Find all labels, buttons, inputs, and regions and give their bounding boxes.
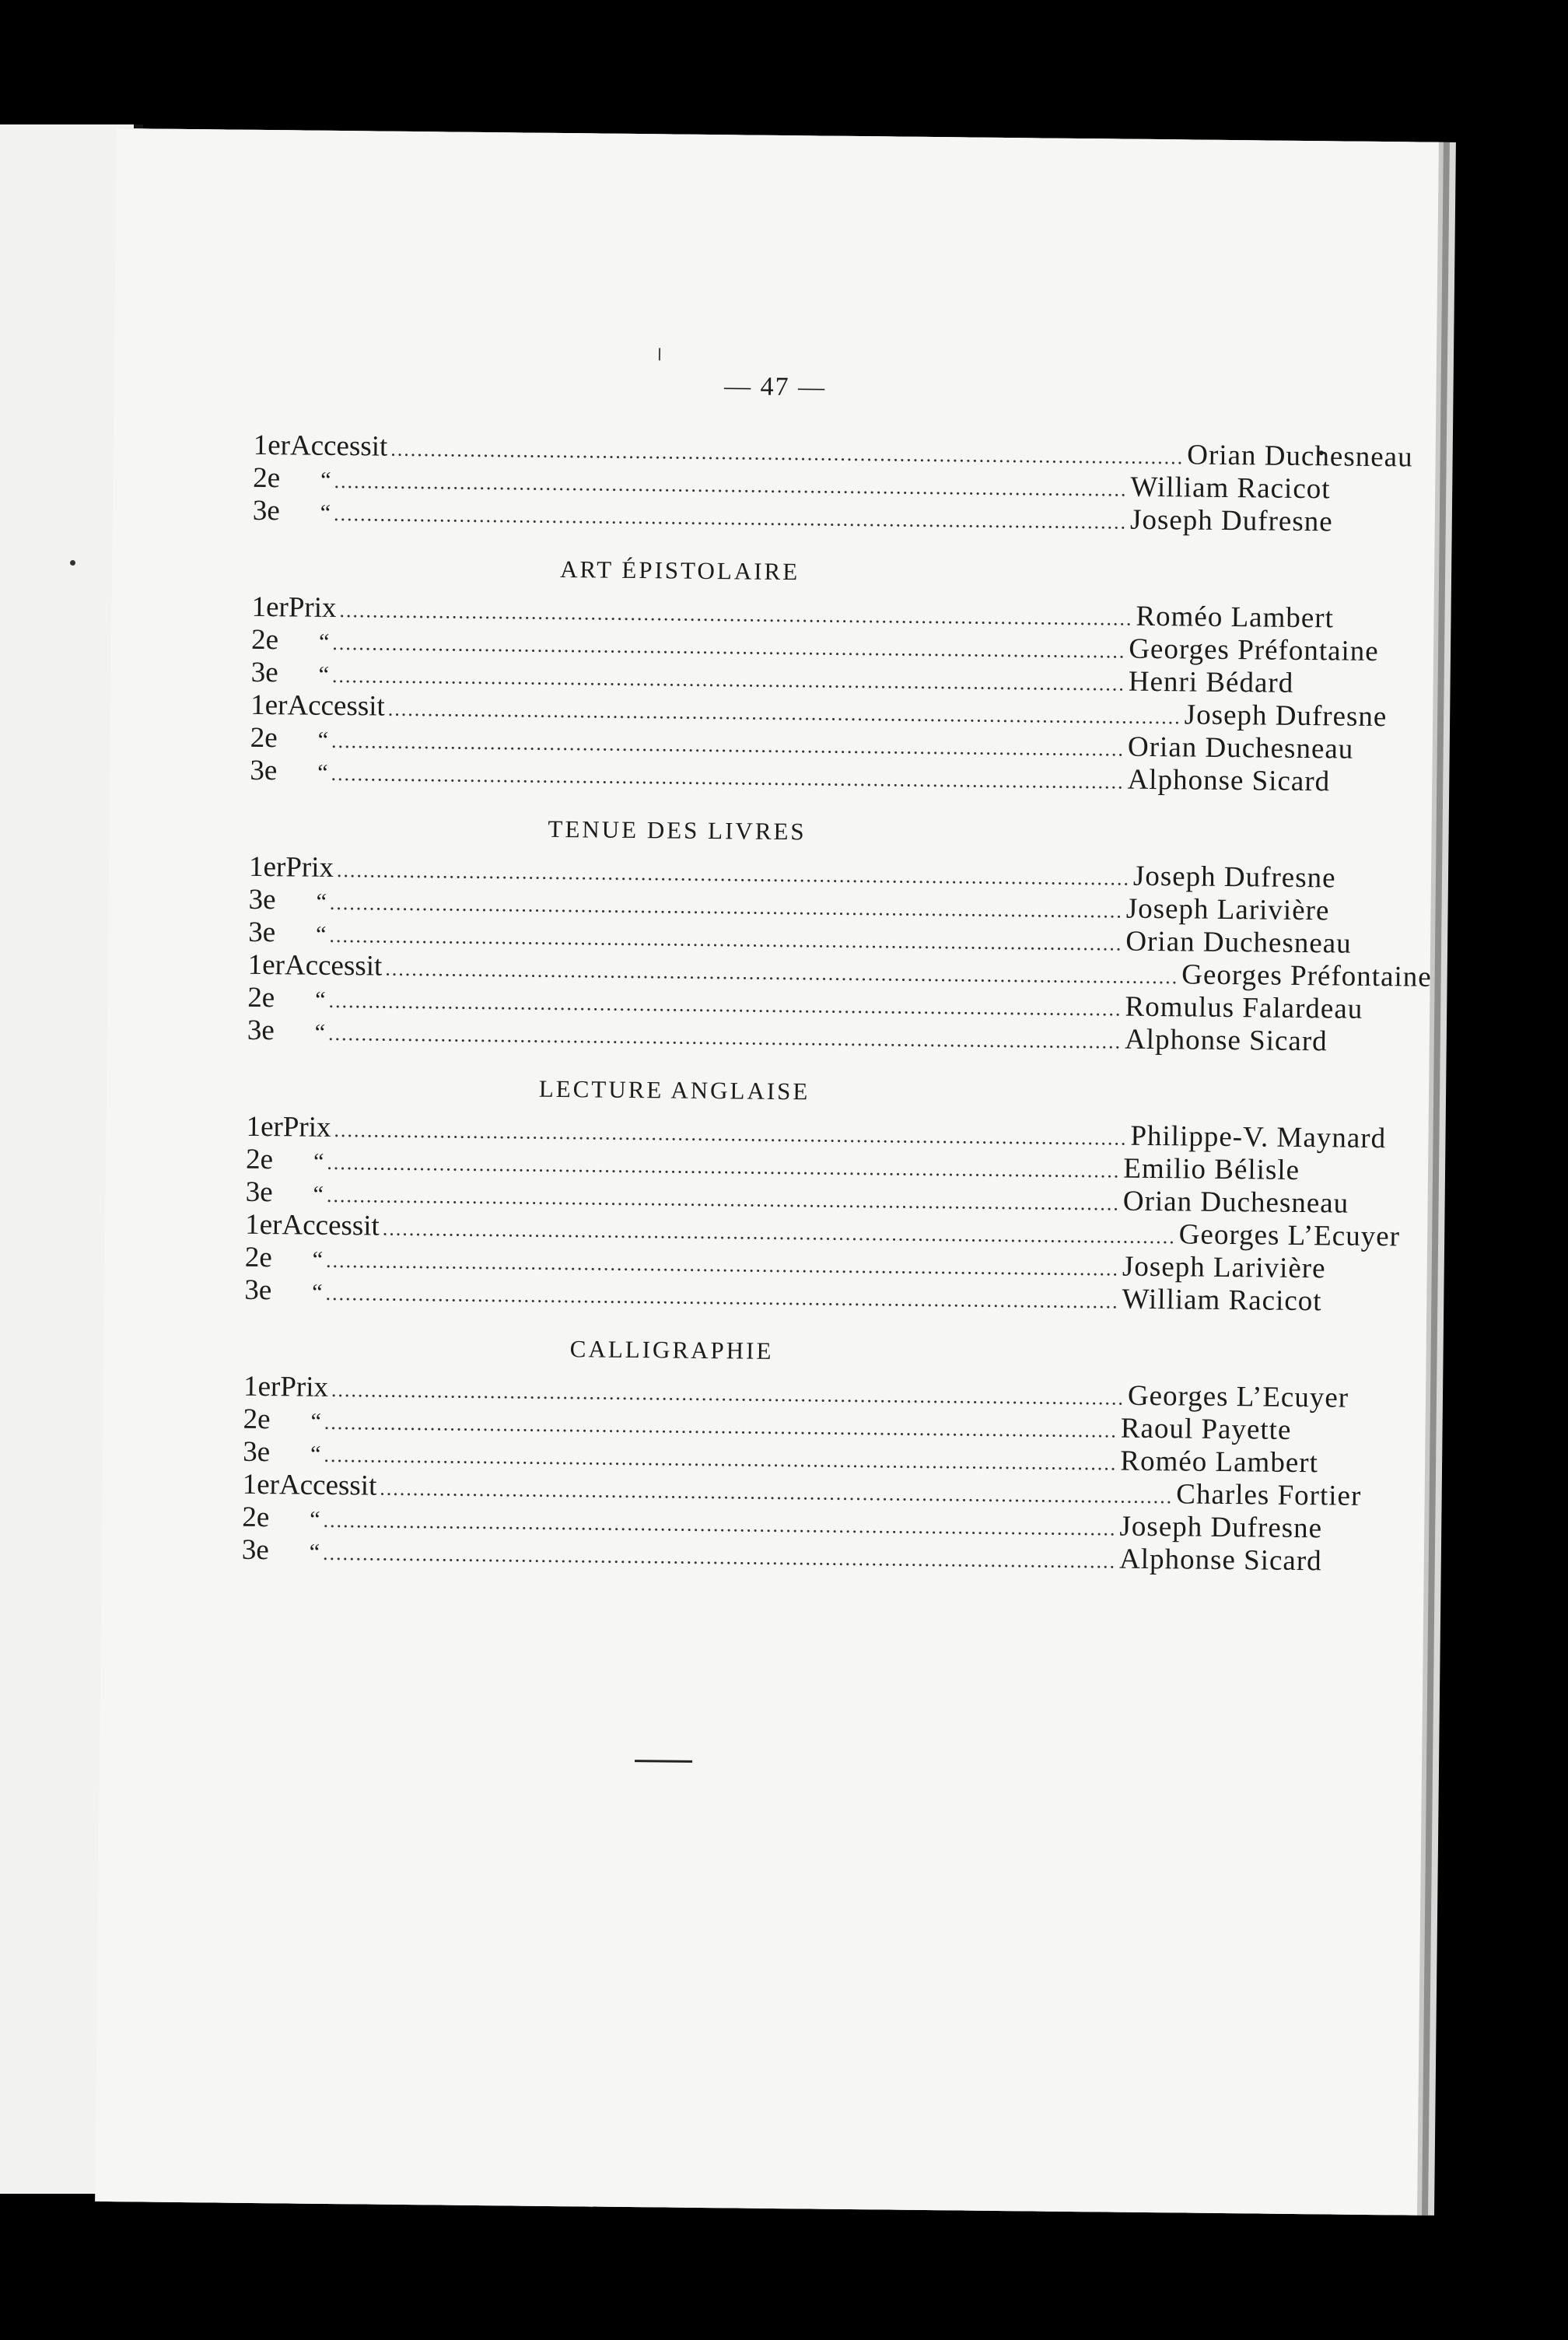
recipient-name: Georges L’Ecuyer [1178,1218,1401,1253]
recipient-name: Joseph Dufresne [1119,1510,1323,1545]
recipient-name: Joseph Dufresne [1132,860,1336,895]
ditto-mark: “ [310,1408,322,1434]
recipient-name: Georges Préfontaine [1129,632,1379,668]
prize-rank: 2e [247,981,275,1014]
prize-rank: 3e [252,494,281,527]
page-number: — 47 — [723,372,827,402]
prize-kind: Accessit [284,949,383,983]
ditto-mark: “ [317,759,328,786]
ditto-mark: “ [310,1441,321,1467]
ditto-mark: “ [316,888,327,915]
recipient-name: Alphonse Sicard [1124,1023,1328,1058]
dot-leader: ........................................................................................................................ [325,1249,1120,1280]
ditto-mark: “ [317,727,329,753]
recipient-name: Orian Duchesneau [1125,925,1352,960]
prize-rank: 1er [250,688,288,722]
ditto-mark: “ [314,1019,326,1046]
recipient-name: Georges Préfontaine [1181,958,1432,993]
recipient-name: Joseph Larivière [1125,892,1330,927]
dot-leader: ........................................................................................................................ [329,891,1123,923]
right-page [95,128,1439,2216]
dot-leader: ........................................................................................................................ [385,957,1179,989]
prize-kind: Accessit [287,689,386,723]
prize-rank: 3e [247,916,276,949]
dot-leader: ........................................................................................................................ [334,1118,1128,1150]
dot-leader: ........................................................................................................................ [324,1443,1118,1475]
dot-leader: ........................................................................................................................ [380,1477,1174,1508]
prize-rank: 1er [242,1468,280,1501]
ditto-mark: “ [313,1148,324,1175]
print-mark [659,348,660,360]
prize-rank: 2e [245,1143,274,1176]
ditto-mark: “ [315,986,326,1013]
recipient-name: Alphonse Sicard [1118,1543,1322,1578]
ditto-mark: “ [312,1246,324,1273]
recipient-name: William Racicot [1130,471,1331,506]
section-title: TENUE DES LIVRES [548,814,807,846]
ditto-mark: “ [318,629,330,655]
dot-leader: ........................................................................................................................ [382,1217,1176,1249]
prize-rank: 1er [251,590,289,624]
recipient-name: William Racicot [1122,1283,1322,1318]
recipient-name: Philippe-V. Maynard [1130,1119,1387,1155]
dot-leader: ........................................................................................................................ [326,1183,1121,1215]
dot-leader: ........................................................................................................................ [327,1021,1122,1053]
dot-leader: ........................................................................................................................ [323,1508,1117,1540]
recipient-name: Georges L’Ecuyer [1127,1379,1349,1414]
prize-rank: 2e [242,1501,270,1534]
prize-rank: 1er [253,429,291,462]
dot-leader: ........................................................................................................................ [390,437,1185,469]
ditto-mark: “ [309,1539,320,1565]
dot-leader: ........................................................................................................................ [325,1281,1119,1313]
recipient-name: Romulus Falardeau [1125,990,1363,1025]
recipient-name: Raoul Payette [1120,1412,1292,1446]
prize-rank: 2e [244,1241,272,1274]
prize-rank: 1er [243,1370,281,1403]
end-rule [635,1760,692,1763]
recipient-name: Charles Fortier [1176,1478,1362,1512]
dot-leader: ........................................................................................................................ [333,502,1128,534]
dot-leader: ........................................................................................................................ [332,631,1126,663]
section-title: CALLIGRAPHIE [569,1335,774,1364]
prize-rank: 3e [242,1435,271,1469]
dot-leader: ........................................................................................................................ [322,1541,1117,1573]
dot-leader: ........................................................................................................................ [324,1410,1118,1442]
ditto-mark: “ [320,467,331,493]
dot-leader: ........................................................................................................................ [327,1151,1121,1182]
prize-kind: Accessit [282,1209,380,1242]
ditto-mark: “ [320,499,331,526]
recipient-name: Orian Duchesneau [1127,730,1354,765]
section-title: ART ÉPISTOLAIRE [559,555,800,586]
prize-rank: 3e [250,656,278,689]
speck [70,560,75,566]
dot-leader: ........................................................................................................................ [331,664,1126,695]
prize-rank: 3e [248,883,276,916]
dot-leader: ........................................................................................................................ [328,989,1122,1021]
ditto-mark: “ [315,921,327,948]
prize-rank: 3e [244,1273,272,1307]
prize-rank: 1er [247,948,285,982]
prize-rank: 3e [247,1014,275,1047]
prize-rank: 3e [250,754,278,787]
dot-leader: ........................................................................................................................ [331,1378,1125,1410]
recipient-name: Orian Duchesneau [1122,1185,1349,1220]
recipient-name: Roméo Lambert [1136,600,1335,635]
prize-kind: Prix [285,851,334,884]
prize-kind: Prix [280,1371,329,1403]
prize-kind: Accessit [289,429,388,463]
dot-leader: ........................................................................................................................ [336,859,1131,890]
recipient-name: Joseph Larivière [1122,1250,1326,1285]
prize-rank: 2e [253,461,281,495]
ditto-mark: “ [312,1279,323,1305]
recipient-name: Roméo Lambert [1120,1445,1319,1480]
prize-rank: 3e [245,1175,273,1209]
prize-rank: 2e [250,721,278,755]
prize-rank: 1er [245,1208,282,1242]
dot-leader: ........................................................................................................................ [329,923,1123,955]
ditto-mark: “ [313,1181,324,1207]
recipient-name: Joseph Dufresne [1184,699,1388,734]
prize-rank: 1er [246,1110,284,1144]
prize-rank: 1er [248,850,286,884]
dot-leader: ........................................................................................................................ [339,599,1133,630]
recipient-name: Alphonse Sicard [1127,763,1331,798]
section-title: LECTURE ANGLAISE [538,1074,810,1105]
recipient-name: Henri Bédard [1128,665,1294,699]
prize-rank: 3e [241,1533,270,1567]
prize-rank: 2e [250,623,279,657]
dot-leader: ........................................................................................................................ [334,469,1128,501]
recipient-name: Joseph Dufresne [1129,503,1333,538]
recipient-name: Orian Duchesneau [1187,439,1413,474]
recipient-name: Emilio Bélisle [1123,1152,1300,1187]
prize-kind: Prix [288,591,337,624]
dot-leader: ........................................................................................................................ [387,697,1181,729]
dot-leader: ........................................................................................................................ [331,729,1125,761]
ditto-mark: “ [318,661,330,688]
prize-kind: Prix [282,1111,331,1144]
dot-leader: ........................................................................................................................ [331,762,1125,793]
prize-rank: 2e [243,1403,271,1436]
prize-kind: Accessit [278,1469,377,1502]
ditto-mark: “ [310,1506,320,1533]
